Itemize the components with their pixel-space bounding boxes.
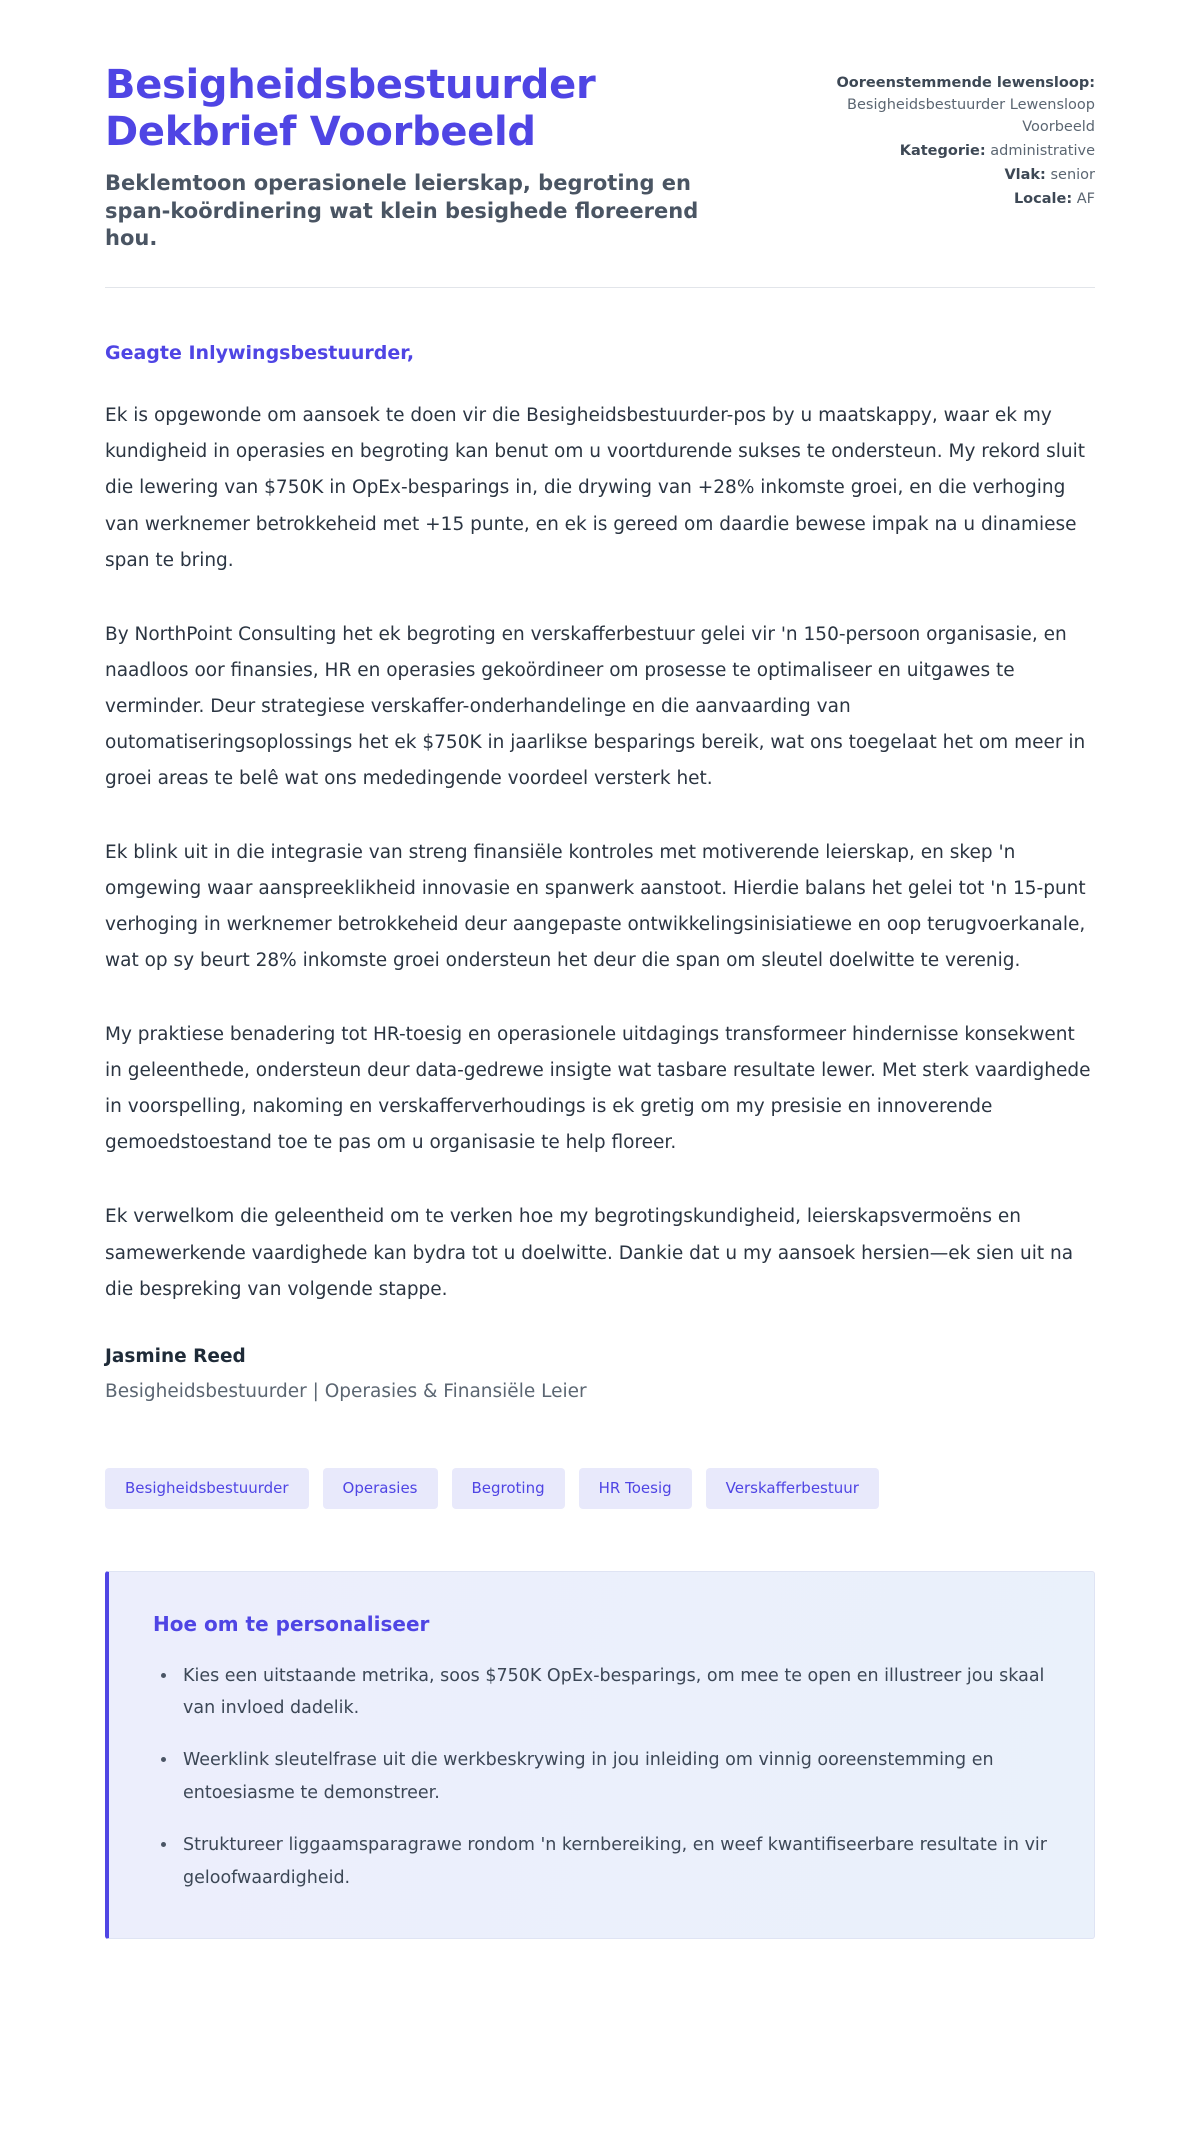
meta-level	[805, 164, 1095, 186]
personalization-tips-panel	[105, 1571, 1095, 1939]
meta-level-label: Vlak:	[1004, 167, 1046, 184]
letter-paragraph: My praktiese benadering tot HR-toesig en operasionele uitdagings transformeer hindernisse konsekwent in geleenthede, ondersteun deur data-gedrewe insigte wat tasbare resultate lewer. Met sterk vaardighede in voorspelling, nakoming en verskafferverhoudings is ek gretig om my presisie en innoverende gemoedstoestand toe te pas om u organisasie te help floreer.	[105, 1024, 1091, 1154]
tips-panel-title: Hoe om te personaliseer	[153, 1611, 430, 1636]
signature-block	[105, 1346, 1095, 1402]
list-item: Weerklink sleutelfrase uit die werkbeskrywing in jou inleiding om vinnig ooreenstemming en entoesiasme te demonstreer.	[177, 1744, 1050, 1809]
document-metadata	[805, 62, 1095, 212]
tag-list	[105, 1468, 1095, 1509]
meta-locale-value: AF	[1076, 191, 1095, 208]
list-item: Kies een uitstaande metrika, soos $750K OpEx-besparings, om mee te open en illustreer jou skaal van invloed dadelik.	[177, 1660, 1050, 1725]
letter-paragraph: Ek verwelkom die geleentheid om te verken hoe my begrotingskundigheid, leierskapsvermoëns en samewerkende vaardighede kan bydra tot u doelwitte. Dankie dat u my aansoek hersien—ek sien uit na die bespreking van volgende stappe.	[105, 1206, 1074, 1300]
salutation: Geagte Inlywingsbestuurder,	[105, 342, 415, 365]
letter-paragraph: By NorthPoint Consulting het ek begroting en verskafferbestuur gelei vir 'n 150-persoon organisasie, en naadloos oor finansies, HR en operasies gekoördineer om prosesse te optimaliseer en uitgawes te verminder. Deur strategiese verskaffer-onderhandelinge en die aanvaarding van outomatiseringsoplossings het ek $750K in jaarlikse besparings bereik, wat ons toegelaat het om meer in groei areas te belê wat ons mededingende voordeel versterk het.	[105, 623, 1086, 789]
tag-chip[interactable]: HR Toesig	[579, 1468, 692, 1509]
signature-role: Besigheidsbestuurder | Operasies & Finansiële Leier	[105, 1380, 587, 1402]
meta-matching-resume	[805, 72, 1095, 138]
tag-chip[interactable]: Besigheidsbestuurder	[105, 1468, 309, 1509]
meta-category-label: Kategorie:	[899, 143, 986, 160]
page-subtitle: Beklemtoon operasionele leierskap, begroting en span-koördinering wat klein besighede floreerend hou.	[105, 170, 699, 251]
meta-locale	[805, 188, 1095, 210]
letter-paragraph: Ek blink uit in die integrasie van streng finansiële kontroles met motiverende leierskap, en skep 'n omgewing waar aanspreeklikheid innovasie en spanwerk aanstoot. Hierdie balans het gelei tot 'n 15-punt verhoging in werknemer betrokkeheid deur aangepaste ontwikkelingsinisiatiewe en oop terugvoerkanale, wat op sy beurt 28% inkomste groei ondersteun het deur die span om sleutel doelwitte te verenig.	[105, 841, 1086, 972]
meta-matching-resume-value: Besigheidsbestuurder Lewensloop Voorbeeld	[847, 97, 1095, 136]
tag-chip[interactable]: Verskafferbestuur	[706, 1468, 879, 1509]
meta-matching-resume-label: Ooreenstemmende lewensloop:	[836, 75, 1095, 91]
tips-list	[153, 1660, 1050, 1894]
meta-category-value: administrative	[990, 143, 1095, 160]
signature-name: Jasmine Reed	[105, 1345, 246, 1367]
document-header	[105, 0, 1095, 253]
meta-locale-label: Locale:	[1013, 191, 1073, 208]
list-item: Struktureer liggaamsparagrawe rondom 'n kernbereiking, en weef kwantifiseerbare resultate in vir geloofwaardigheid.	[177, 1829, 1050, 1894]
page-title: Besigheidsbestuurder Dekbrief Voorbeeld	[105, 62, 596, 155]
tag-chip[interactable]: Begroting	[452, 1468, 565, 1509]
header-title-group	[105, 62, 725, 253]
meta-level-value: senior	[1050, 167, 1095, 184]
letter-paragraph: Ek is opgewonde om aansoek te doen vir die Besigheidsbestuurder-pos by u maatskappy, waar ek my kundigheid in operasies en begroting kan benut om u voortdurende sukses te ondersteun. My rekord sluit die lewering van $750K in OpEx-besparings in, die drywing van +28% inkomste groei, en die verhoging van werknemer betrokkeheid met +15 punte, en ek is gereed om daardie bewese impak na u dinamiese span te bring.	[105, 405, 1086, 571]
tag-chip[interactable]: Operasies	[323, 1468, 438, 1509]
letter-body	[105, 288, 1095, 1401]
meta-category	[805, 140, 1095, 162]
